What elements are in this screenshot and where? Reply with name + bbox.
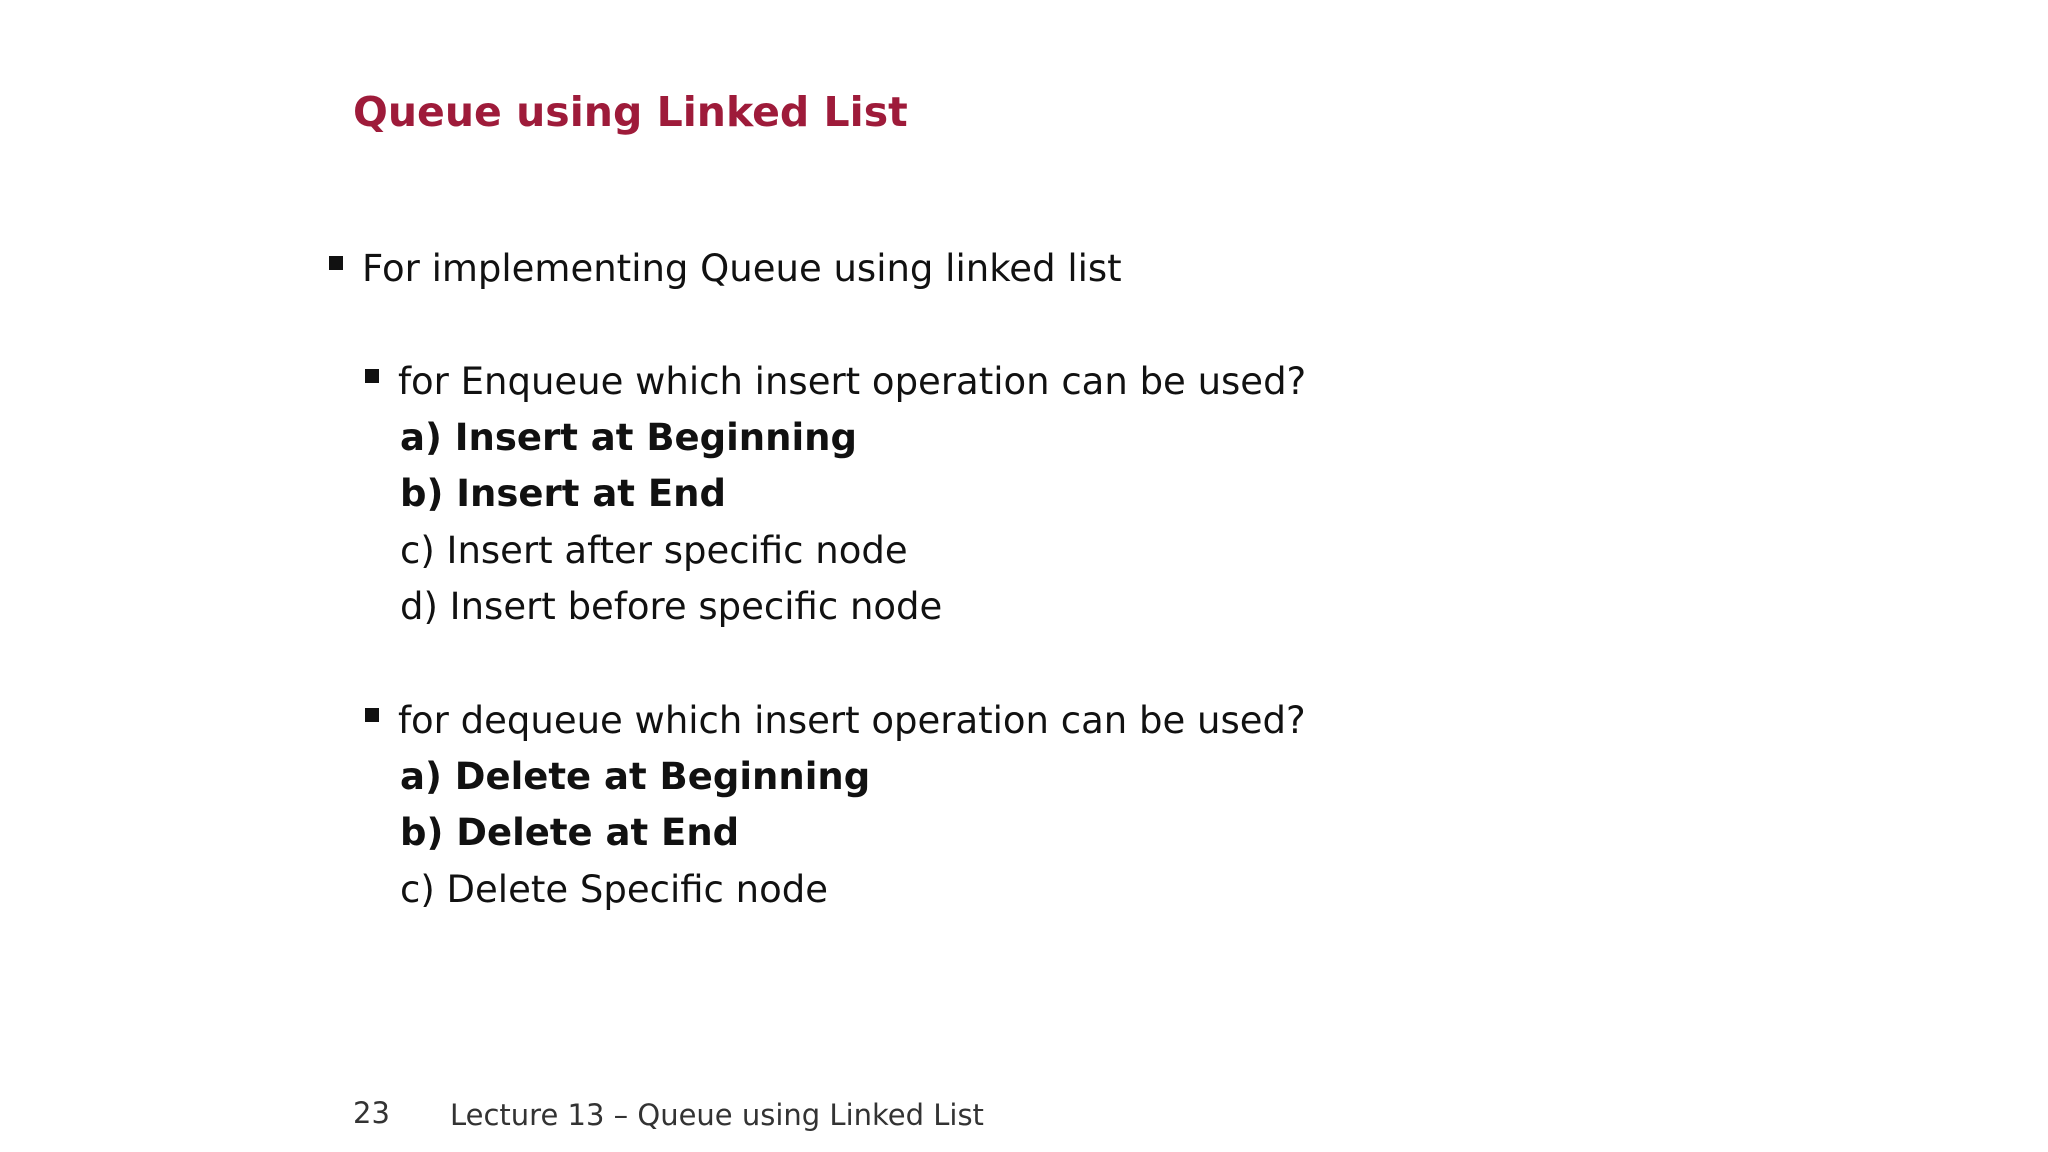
bullet-square-icon	[329, 256, 343, 270]
footer-lecture-title: Lecture 13 – Queue using Linked List	[450, 1098, 984, 1132]
bullet-square-icon	[365, 708, 379, 722]
slide-title: Queue using Linked List	[353, 88, 908, 136]
dequeue-option-c: c) Delete Specific node	[400, 868, 828, 911]
dequeue-option-b: b) Delete at End	[400, 811, 740, 854]
enqueue-question: for Enqueue which insert operation can be used?	[398, 360, 1307, 403]
bullet-square-icon	[365, 369, 379, 383]
main-bullet-text: For implementing Queue using linked list	[362, 247, 1122, 290]
page-number: 23	[353, 1096, 390, 1130]
enqueue-option-d: d) Insert before specific node	[400, 585, 943, 628]
dequeue-option-a: a) Delete at Beginning	[400, 755, 871, 798]
dequeue-question: for dequeue which insert operation can be used?	[398, 699, 1306, 742]
enqueue-option-b: b) Insert at End	[400, 472, 726, 515]
enqueue-option-c: c) Insert after specific node	[400, 529, 908, 572]
enqueue-option-a: a) Insert at Beginning	[400, 416, 857, 459]
